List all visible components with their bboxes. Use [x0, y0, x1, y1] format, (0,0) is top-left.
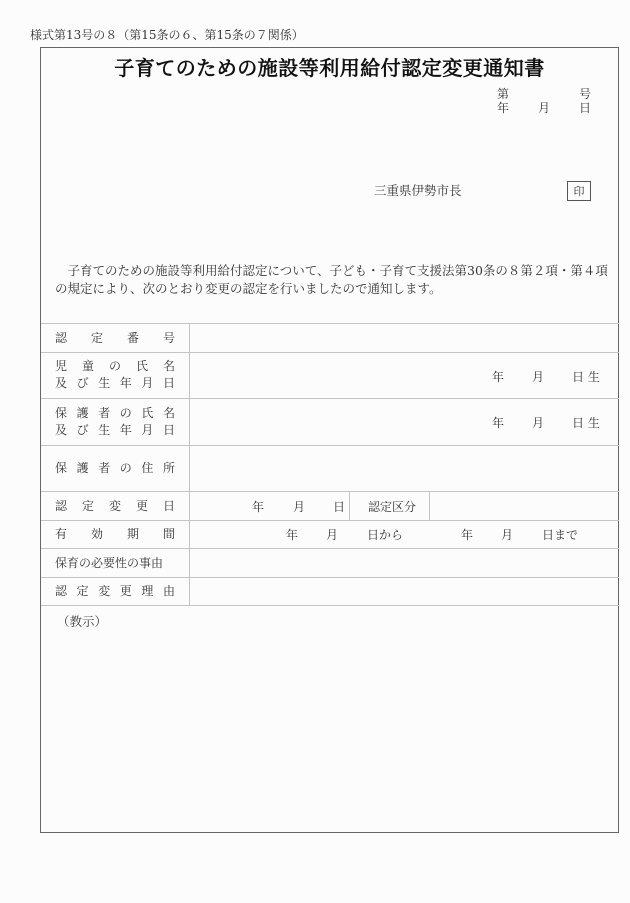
validity-to-month: 月 — [501, 528, 514, 542]
certification-number-field[interactable] — [190, 324, 619, 352]
guardian-birth-month: 月 — [532, 416, 545, 430]
notice-body-text: 子育てのための施設等利用給付認定について、子ども・子育て支援法第30条の８第２項・第４項の規定により、次のとおり変更の認定を行いましたので通知します。 — [55, 263, 608, 296]
issuer-name: 三重県伊勢市長 — [374, 183, 462, 198]
table-line — [41, 605, 619, 606]
guardian-birth-day: 日 生 — [572, 416, 600, 430]
table-line — [41, 520, 619, 521]
validity-from-year: 年 — [286, 528, 299, 542]
document-title: 子育てのための施設等利用給付認定変更通知書 — [114, 56, 545, 80]
change-date-month: 月 — [293, 500, 306, 514]
seal-stamp: 印 — [567, 181, 591, 201]
row-label-guardian-address: 保護者の住所 — [55, 461, 175, 475]
table-line — [41, 548, 619, 549]
label-column-divider — [189, 323, 190, 605]
cell-divider — [349, 491, 350, 520]
date-month: 月 — [538, 101, 551, 115]
row-label-child-name: 児童の氏名 — [55, 359, 175, 373]
row-label-change-date: 認定変更日 — [55, 499, 175, 513]
row-label-change-reason: 認定変更理由 — [55, 584, 175, 598]
row-label-childcare-reason: 保育の必要性の事由 — [55, 556, 164, 570]
validity-from-day: 日から — [367, 528, 404, 542]
row-label-guardian-name: 保護者の氏名 — [55, 406, 175, 420]
table-line — [41, 577, 619, 578]
child-birth-month: 月 — [532, 370, 545, 384]
number-prefix: 第 — [497, 87, 510, 101]
row-label-certification-number: 認定番号 — [55, 331, 175, 345]
row-label-child-birthdate: 及び生年月日 — [55, 376, 175, 390]
instruction-notice-label: （教示） — [57, 614, 108, 629]
table-line — [41, 445, 619, 446]
change-date-day: 日 — [333, 500, 346, 514]
cell-divider — [429, 491, 430, 520]
table-line — [41, 352, 619, 353]
row-label-validity-period: 有効期間 — [55, 527, 175, 541]
date-year: 年 — [497, 101, 510, 115]
table-line — [41, 491, 619, 492]
validity-to-year: 年 — [461, 528, 474, 542]
change-date-year: 年 — [252, 500, 265, 514]
guardian-birth-year: 年 — [492, 416, 505, 430]
validity-to-day: 日まで — [542, 528, 579, 542]
form-reference: 様式第13号の８（第15条の６、第15条の７関係） — [30, 28, 304, 42]
validity-from-month: 月 — [326, 528, 339, 542]
certification-category-label: 認定区分 — [368, 500, 417, 514]
child-birth-year: 年 — [492, 370, 505, 384]
child-birth-day: 日 生 — [572, 370, 600, 384]
row-label-guardian-birthdate: 及び生年月日 — [55, 423, 175, 437]
document-frame — [40, 47, 619, 833]
date-day: 日 — [579, 101, 592, 115]
table-line — [41, 398, 619, 399]
number-suffix: 号 — [579, 87, 592, 101]
